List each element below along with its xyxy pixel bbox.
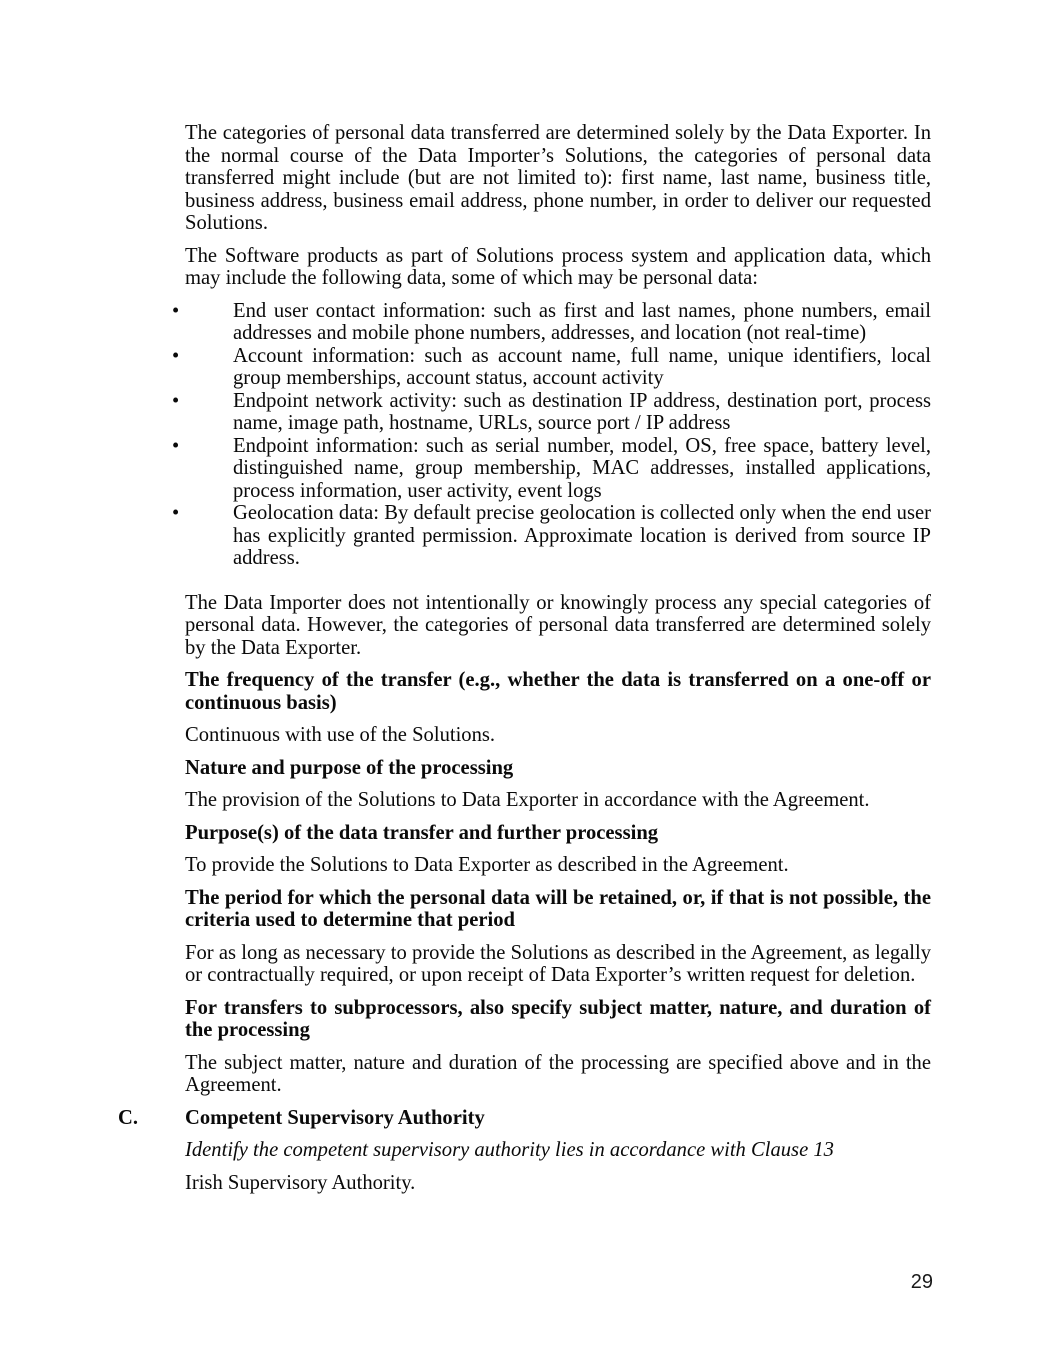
paragraph-categories-of-data: The categories of personal data transferred are determined solely by the Data Exporter. In the normal course of the Data Importer’s Solutions, the categories of personal data transferred might include (but are not limited to): first name, last name, business title, business address, business email address, phone number, in order to deliver our requested Solutions. <box>185 122 931 234</box>
section-c-heading-row <box>118 1106 931 1130</box>
section-c-letter: C. <box>118 1106 139 1129</box>
list-item-text: Endpoint information: such as serial number, model, OS, free space, battery level, distinguished name, group membership, MAC addresses, installed applications, process information, user activity, event logs <box>233 434 931 502</box>
heading-nature-and-purpose: Nature and purpose of the processing <box>185 756 514 779</box>
document-content <box>118 122 931 1204</box>
bullet-icon: • <box>172 389 180 412</box>
bullet-icon: • <box>172 434 180 457</box>
bullet-icon: • <box>172 344 180 367</box>
section-c-heading: Competent Supervisory Authority <box>185 1106 485 1129</box>
list-item <box>172 344 931 390</box>
list-item <box>172 299 931 345</box>
list-item-text: Endpoint network activity: such as destination IP address, destination port, process name, image path, hostname, URLs, source port / IP address <box>233 389 931 434</box>
body-subprocessor-transfers: The subject matter, nature and duration of the processing are specified above and in the Agreement. <box>185 1051 931 1096</box>
body-nature-and-purpose: The provision of the Solutions to Data Exporter in accordance with the Agreement. <box>185 789 870 811</box>
section-c-body: Irish Supervisory Authority. <box>185 1171 416 1194</box>
list-item-text: Account information: such as account name, full name, unique identifiers, local group memberships, account status, account activity <box>233 344 931 389</box>
page-number: 29 <box>910 1271 933 1293</box>
body-retention-period: For as long as necessary to provide the Solutions as described in the Agreement, as legally or contractually required, or upon receipt of Data Exporter’s written request for deletion. <box>185 941 931 986</box>
body-frequency-of-transfer: Continuous with use of the Solutions. <box>185 724 496 746</box>
heading-subprocessor-transfers: For transfers to subprocessors, also specify subject matter, nature, and duration of the processing <box>185 996 931 1041</box>
paragraph-software-products: The Software products as part of Solutions process system and application data, which may include the following data, some of which may be personal data: <box>185 244 931 289</box>
list-item <box>172 434 931 503</box>
heading-frequency-of-transfer: The frequency of the transfer (e.g., whether the data is transferred on a one-off or continuous basis) <box>185 669 931 714</box>
body-purpose-of-transfer: To provide the Solutions to Data Exporter as described in the Agreement. <box>185 854 789 876</box>
list-item <box>172 389 931 435</box>
list-item <box>172 502 931 570</box>
list-item-text: Geolocation data: By default precise geolocation is collected only when the end user has explicitly granted permission. Approximate location is derived from source IP address. <box>233 502 931 569</box>
heading-retention-period: The period for which the personal data will be retained, or, if that is not possible, the criteria used to determine that period <box>185 886 931 931</box>
personal-data-types-list <box>172 299 931 570</box>
bullet-icon: • <box>172 299 180 322</box>
list-item-text: End user contact information: such as first and last names, phone numbers, email addresses and mobile phone numbers, addresses, and location (not real-time) <box>233 299 931 344</box>
heading-purpose-of-transfer: Purpose(s) of the data transfer and further processing <box>185 821 659 844</box>
section-c-instruction: Identify the competent supervisory authority lies in accordance with Clause 13 <box>185 1139 834 1161</box>
bullet-icon: • <box>172 502 180 524</box>
paragraph-special-categories: The Data Importer does not intentionally or knowingly process any special categories of personal data. However, the categories of personal data transferred are determined solely by the Data Exporter. <box>185 591 931 659</box>
